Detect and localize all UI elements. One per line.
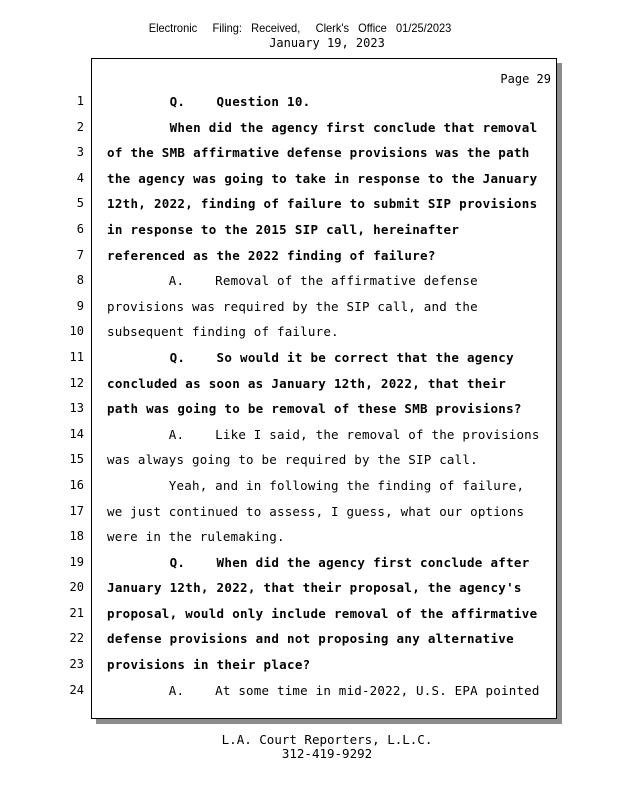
line-text: proposal, would only include removal of the affirmative — [107, 605, 538, 621]
line-text: 12th, 2022, finding of failure to submit SIP provisions — [107, 196, 538, 212]
court-reporter-footer — [0, 733, 618, 761]
line-number: 20 — [69, 580, 84, 595]
transcript-line — [0, 115, 618, 141]
transcript-line — [0, 575, 618, 601]
line-text: concluded as soon as January 12th, 2022, that their — [107, 375, 507, 391]
line-number: 15 — [69, 452, 84, 467]
line-text: A. Removal of the affirmative defense — [107, 273, 478, 289]
page-number: Page 29 — [500, 72, 551, 86]
line-number: 7 — [76, 247, 84, 262]
transcript-line — [0, 601, 618, 627]
line-text: subsequent finding of failure. — [107, 324, 339, 340]
line-text: January 12th, 2022, that their proposal, the agency's — [107, 580, 522, 596]
line-number: 17 — [69, 503, 84, 518]
transcript-line — [0, 447, 618, 473]
reporter-name: L.A. Court Reporters, L.L.C. — [221, 732, 433, 747]
transcript-line — [0, 371, 618, 397]
line-text: provisions in their place? — [107, 657, 311, 673]
transcript-line — [0, 652, 618, 678]
transcript-line — [0, 140, 618, 166]
line-number: 1 — [76, 94, 84, 108]
line-text: defense provisions and not proposing any alternative — [107, 631, 514, 647]
transcript-line — [0, 473, 618, 499]
line-number: 6 — [76, 221, 84, 236]
line-number: 11 — [69, 349, 84, 364]
transcript-line — [0, 499, 618, 525]
line-number: 18 — [69, 529, 84, 544]
line-text: was always going to be required by the SIP call. — [107, 452, 478, 468]
transcript-line — [0, 217, 618, 243]
line-text: path was going to be removal of these SMB provisions? — [107, 401, 522, 417]
line-text: the agency was going to take in response to the January — [107, 170, 538, 186]
transcript-line — [0, 626, 618, 652]
line-number: 8 — [76, 273, 84, 288]
deposition-date: January 19, 2023 — [269, 36, 385, 50]
transcript-line — [0, 191, 618, 217]
line-text: Q. Question 10. — [107, 94, 311, 109]
line-number: 23 — [69, 657, 84, 672]
transcript-line — [0, 396, 618, 422]
line-text: we just continued to assess, I guess, what our options — [107, 503, 525, 519]
line-number: 10 — [69, 324, 84, 339]
reporter-phone: 312-419-9292 — [281, 746, 373, 761]
transcript-line — [0, 422, 618, 448]
transcript-line — [0, 166, 618, 192]
line-text: Q. So would it be correct that the agency — [107, 349, 514, 365]
line-text: A. At some time in mid-2022, U.S. EPA pointed — [107, 682, 540, 698]
transcript-line — [0, 89, 618, 115]
line-number: 22 — [69, 631, 84, 646]
line-number: 12 — [69, 375, 84, 390]
transcript-line — [0, 524, 618, 550]
line-number: 5 — [76, 196, 84, 211]
line-text: in response to the 2015 SIP call, hereinafter — [107, 221, 460, 237]
line-number: 24 — [69, 682, 84, 697]
line-text: were in the rulemaking. — [107, 529, 285, 545]
transcript-line — [0, 550, 618, 576]
transcript-line — [0, 243, 618, 269]
line-text: A. Like I said, the removal of the provisions — [107, 426, 540, 442]
transcript-line — [0, 319, 618, 345]
line-number: 4 — [76, 170, 84, 185]
line-number: 2 — [76, 119, 84, 134]
line-text: of the SMB affirmative defense provisions was the path — [107, 145, 530, 161]
filing-stamp: Electronic Filing: Received, Clerk's Office 01/25/2023 — [148, 21, 452, 35]
line-number: 3 — [76, 145, 84, 160]
line-number: 21 — [69, 605, 84, 620]
transcript-lines — [0, 89, 618, 703]
transcript-line — [0, 294, 618, 320]
line-number: 19 — [69, 554, 84, 569]
transcript-line — [0, 268, 618, 294]
line-text: Q. When did the agency first conclude after — [107, 554, 530, 570]
line-number: 9 — [76, 298, 84, 313]
line-text: Yeah, and in following the finding of failure, — [107, 477, 525, 493]
line-text: When did the agency first conclude that removal — [107, 119, 538, 135]
line-text: provisions was required by the SIP call, and the — [107, 298, 478, 314]
line-text: referenced as the 2022 finding of failure? — [107, 247, 436, 263]
line-number: 14 — [69, 426, 84, 441]
transcript-line — [0, 345, 618, 371]
transcript-line — [0, 678, 618, 704]
line-number: 16 — [69, 477, 84, 492]
line-number: 13 — [69, 401, 84, 416]
